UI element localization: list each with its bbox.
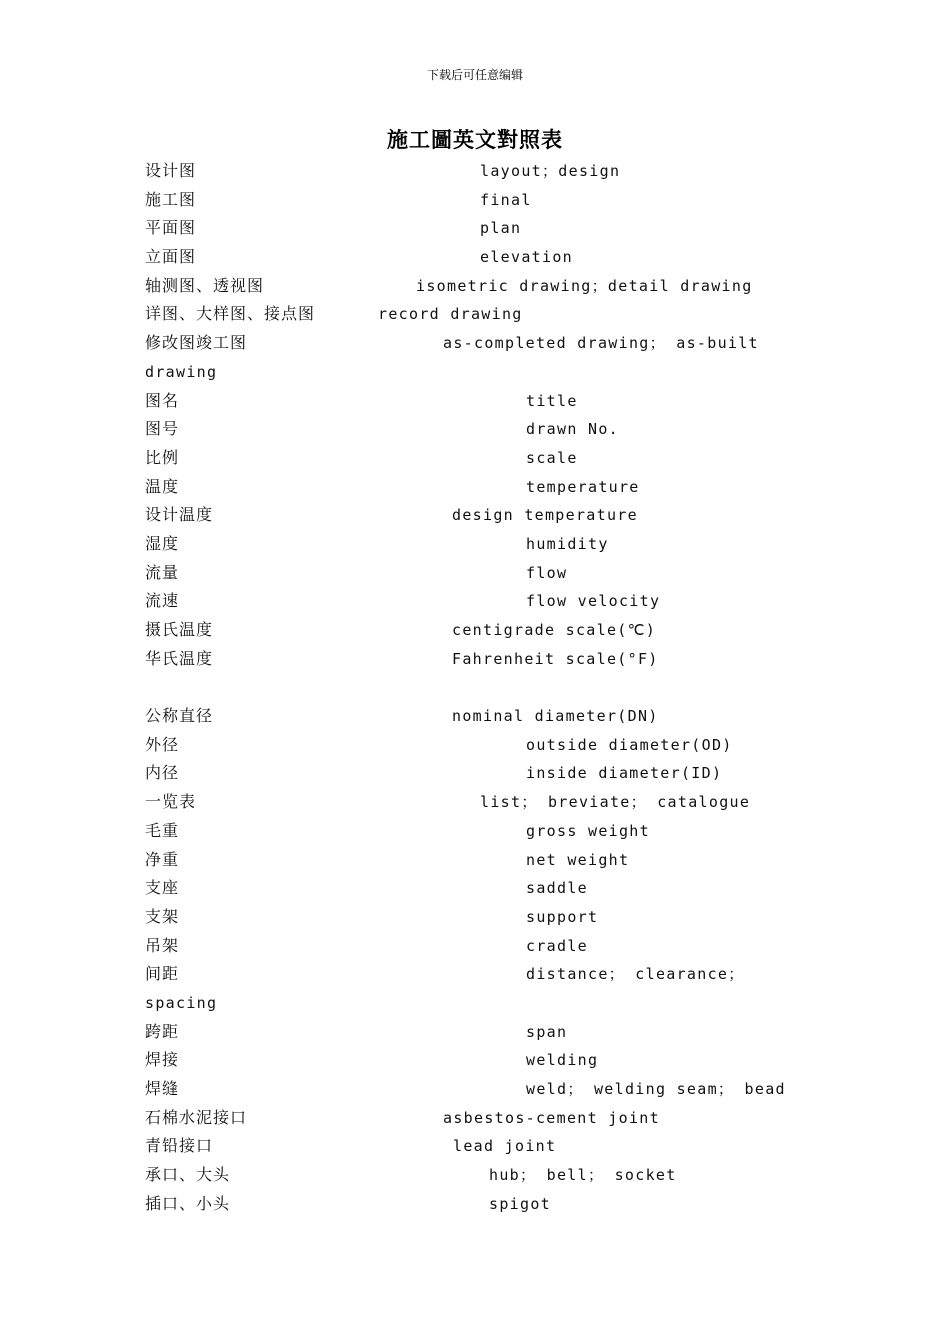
term-chinese: 支座 [145,878,180,898]
term-chinese: 修改图竣工图 [145,333,248,353]
term-chinese: 摄氏温度 [145,620,214,639]
glossary-row [145,473,845,502]
term-chinese: 华氏温度 [145,648,214,668]
term-english: humidity [526,534,609,553]
glossary-row [145,530,845,559]
glossary-row [145,1132,845,1161]
term-chinese: 比例 [145,447,180,467]
term-chinese: 支架 [145,906,180,926]
page-title: 施工圖英文對照表 [387,128,563,152]
term-chinese: 立面图 [145,247,197,267]
term-english: span [526,1022,568,1041]
term-chinese: 毛重 [145,820,180,840]
term-english: lead joint [453,1137,557,1156]
term-chinese: 吊架 [145,935,180,955]
term-chinese: 内径 [145,763,180,783]
glossary-row [145,788,845,817]
term-english: saddle [526,879,588,898]
glossary-row-continuation [145,989,845,1018]
term-english: asbestos-cement joint [443,1108,660,1127]
term-english: welding [526,1051,599,1070]
term-chinese: 焊接 [145,1050,180,1070]
glossary-list [145,157,845,1218]
term-chinese: 承口、大头 [145,1165,231,1185]
term-english: design temperature [452,506,638,525]
glossary-row [145,243,845,272]
term-chinese: 设计图 [145,161,197,180]
term-english: scale [526,448,578,467]
term-chinese: 外径 [145,734,180,754]
glossary-row [145,186,845,215]
term-english: flow [526,563,568,582]
term-english: final [480,190,532,209]
term-english: flow velocity [526,592,661,611]
term-chinese: 详图、大样图、接点图 [145,304,316,324]
glossary-row [145,1190,845,1219]
glossary-row [145,157,845,186]
blank-row [145,673,845,702]
glossary-row [145,903,845,932]
term-english: support [526,907,599,926]
term-english: centigrade scale(℃) [452,621,657,639]
term-english: inside diameter(ID) [526,764,723,783]
term-english: plan [480,219,522,238]
glossary-row [145,1075,845,1104]
term-english: title [526,391,578,410]
term-chinese: 图名 [145,390,180,410]
term-english: Fahrenheit scale(°F) [452,649,659,668]
term-chinese: 温度 [145,476,180,496]
glossary-row [145,329,845,358]
term-english: temperature [526,477,640,496]
term-chinese: 轴测图、透视图 [145,275,265,295]
term-english: gross weight [526,821,650,840]
term-chinese: 间距 [145,964,180,984]
glossary-row [145,1104,845,1133]
term-chinese: 净重 [145,849,180,869]
term-chinese: 石棉水泥接口 [145,1107,248,1127]
term-english: hub； bell； socket [489,1166,677,1185]
term-chinese: 平面图 [145,218,197,238]
glossary-row-continuation [145,358,845,387]
glossary-row [145,415,845,444]
glossary-row [145,932,845,961]
glossary-row [145,645,845,674]
term-chinese: 青铅接口 [145,1136,214,1156]
term-english: outside diameter(OD) [526,735,733,754]
term-chinese: 湿度 [145,533,180,553]
term-chinese: 设计温度 [145,505,214,525]
term-english: list； breviate； catalogue [480,793,751,812]
glossary-row [145,1046,845,1075]
term-english: nominal diameter(DN) [452,707,659,726]
term-chinese: 插口、小头 [145,1193,231,1213]
glossary-row [145,1018,845,1047]
glossary-row [145,731,845,760]
glossary-row [145,846,845,875]
term-english: spigot [489,1194,551,1213]
glossary-row [145,444,845,473]
glossary-row [145,817,845,846]
glossary-row [145,702,845,731]
term-chinese: 焊缝 [145,1079,180,1098]
glossary-row [145,387,845,416]
term-chinese: 流速 [145,591,180,611]
glossary-row [145,1161,845,1190]
term-english-continued: drawing [145,362,218,381]
term-chinese: 施工图 [145,189,197,209]
glossary-row [145,616,845,645]
term-english: net weight [526,850,630,869]
term-english-continued: spacing [145,993,218,1012]
glossary-row [145,501,845,530]
term-english: layout；design [480,162,621,180]
term-english: distance； clearance； [526,965,745,984]
term-chinese: 图号 [145,419,180,439]
term-chinese: 公称直径 [145,706,214,726]
glossary-row [145,214,845,243]
term-english: record drawing [378,305,523,324]
glossary-row [145,272,845,301]
term-english: drawn No. [526,420,619,439]
term-chinese: 跨距 [145,1021,180,1041]
glossary-row [145,960,845,989]
term-english: as-completed drawing； as-built [443,334,759,353]
term-english: cradle [526,936,588,955]
term-chinese: 一览表 [145,792,197,812]
glossary-row [145,759,845,788]
term-english: isometric drawing；detail drawing [416,276,753,295]
glossary-row [145,587,845,616]
term-english: elevation [480,248,573,267]
glossary-row [145,300,845,329]
term-chinese: 流量 [145,562,180,582]
header-note: 下载后可任意编辑 [426,68,523,82]
glossary-row [145,874,845,903]
term-english: weld； welding seam； bead [526,1080,786,1098]
glossary-row [145,559,845,588]
